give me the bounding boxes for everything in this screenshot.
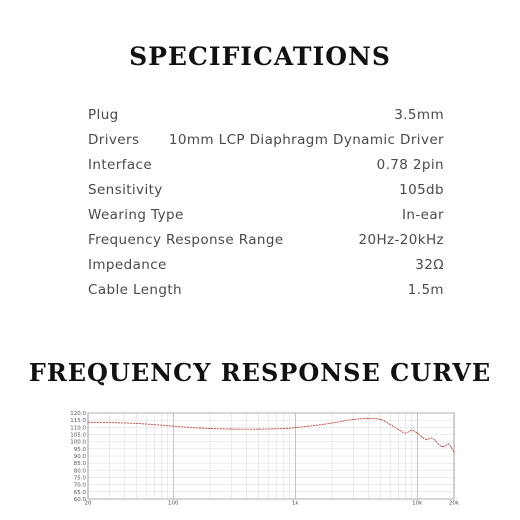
data-point [109,422,110,423]
data-point [422,437,423,438]
data-point [411,430,412,431]
data-point [231,429,232,430]
data-point [194,427,195,428]
spec-value: 105db [399,181,444,198]
spec-value: 3.5mm [394,106,444,123]
spec-label: Interface [88,156,153,173]
y-tick-label: 120.0 [70,411,86,417]
frequency-response-chart [60,405,460,505]
data-point [448,443,449,444]
data-point [390,424,391,425]
data-point [283,428,284,429]
spec-row [88,202,444,227]
spec-value: 10mm LCP Diaphragm Dynamic Driver [168,131,444,148]
data-point [88,422,89,423]
y-tick-label: 60.0 [73,497,86,503]
x-tick-label: 100 [168,500,179,505]
data-point [161,425,162,426]
spec-row [88,177,444,202]
data-point [431,438,432,439]
data-point [258,429,259,430]
x-tick-label: 1k [291,500,299,505]
spec-row [88,152,444,177]
data-point [417,433,418,434]
y-tick-label: 80.0 [73,468,86,475]
spec-value: 0.78 2pin [376,156,444,173]
x-tick-label: 10k [412,500,423,505]
data-point [136,423,137,424]
x-tick-label: 20k [448,500,460,505]
x-tick-label: 20 [84,500,92,505]
spec-label: Sensitivity [88,181,163,198]
y-tick-label: 70.0 [73,482,86,489]
spec-row [88,227,444,252]
data-point [405,433,406,434]
spec-value: 32Ω [415,256,444,273]
data-point [451,447,452,448]
data-point [445,445,446,446]
specifications-title: SPECIFICATIONS [129,42,391,71]
y-tick-label: 75.0 [73,475,86,482]
spec-label: Cable Length [88,281,182,298]
spec-label: Impedance [88,256,167,273]
spec-row [88,252,444,277]
spec-value: In-ear [402,206,444,223]
y-tick-label: 95.0 [73,446,86,453]
y-tick-label: 90.0 [73,454,86,460]
specifications-table [88,102,444,302]
data-point [210,428,211,429]
data-point [368,418,369,419]
data-point [173,426,174,427]
data-point [353,419,354,420]
spec-label: Wearing Type [88,206,184,223]
spec-label: Drivers [88,131,140,148]
data-point [398,429,399,430]
spec-label: Plug [88,106,119,123]
spec-value: 1.5m [407,281,444,298]
data-point [438,444,439,445]
y-tick-label: 85.0 [73,461,86,468]
spec-value: 20Hz-20kHz [358,231,444,248]
data-point [332,423,333,424]
spec-label: Frequency Response Range [88,231,284,248]
data-point [295,427,296,428]
data-point [435,440,436,441]
y-tick-label: 105.0 [70,432,86,439]
y-tick-label: 65.0 [73,489,86,496]
spec-row [88,127,444,152]
data-point [454,452,455,453]
data-point [426,439,427,440]
data-point [380,419,381,420]
data-point [442,446,443,447]
y-tick-label: 115.0 [70,418,86,425]
frequency-response-title: FREQUENCY RESPONSE CURVE [28,358,492,387]
data-point [316,425,317,426]
y-tick-label: 110.0 [70,425,86,432]
spec-row [88,277,444,302]
spec-row [88,102,444,127]
y-tick-label: 100.0 [70,439,86,446]
